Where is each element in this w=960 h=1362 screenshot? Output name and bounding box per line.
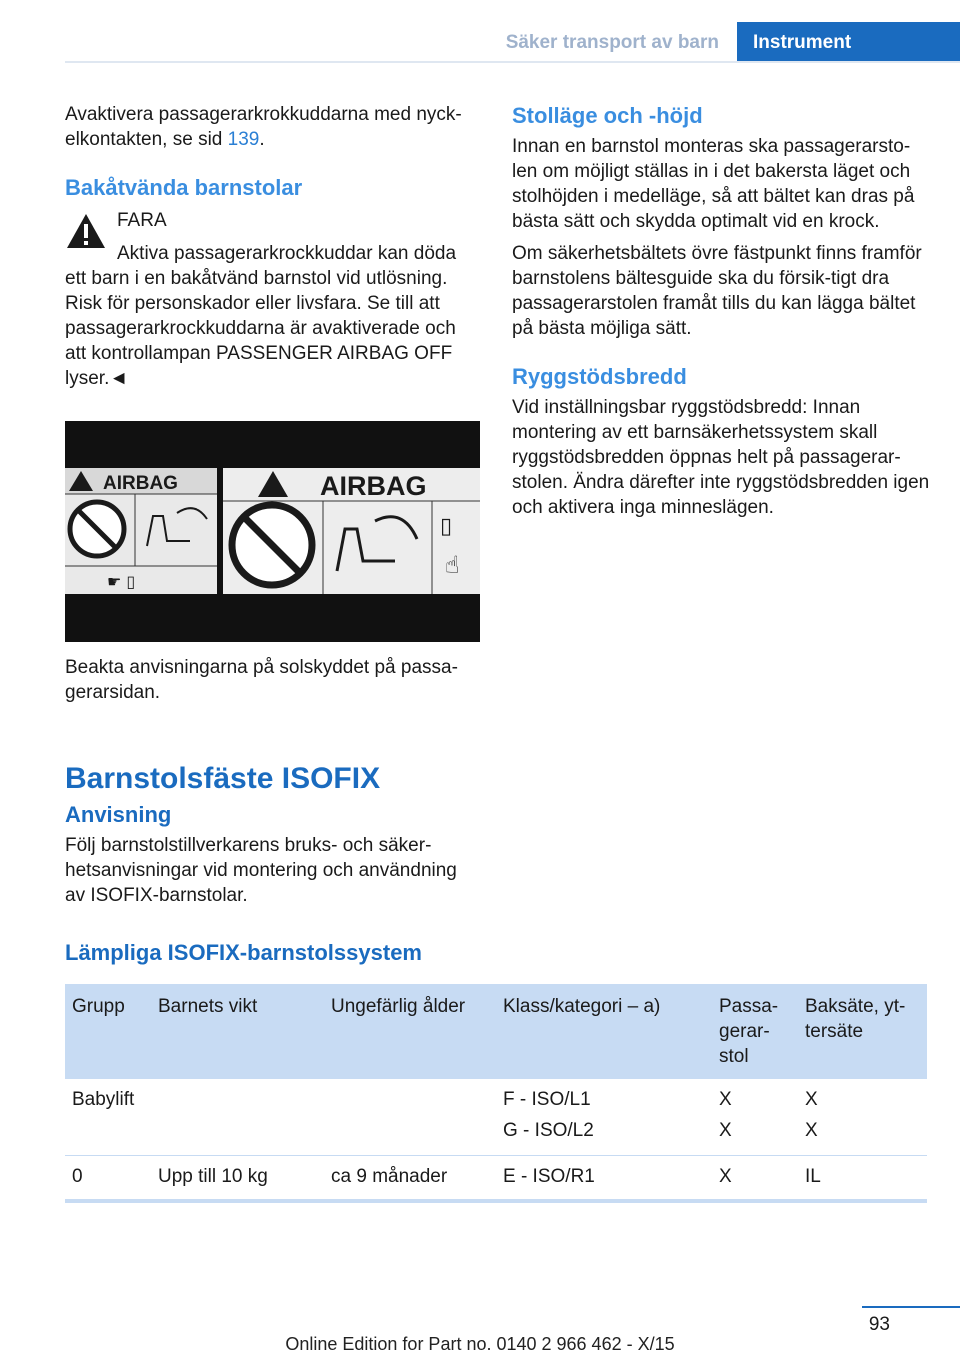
right-column (512, 102, 932, 520)
table-header-cell: Baksäte, yt-tersäte (798, 984, 927, 1079)
table-header-cell: Ungefärlig ålder (324, 984, 496, 1079)
table-cell: 0 (65, 1156, 151, 1202)
cell-line: G - ISO/L2 (503, 1120, 594, 1141)
warning-triangle-icon (65, 212, 107, 250)
footer-rule (862, 1306, 960, 1308)
table-cell (151, 1079, 324, 1156)
cell-line: X (805, 1089, 818, 1110)
left-column (65, 102, 480, 391)
table-header-row (65, 984, 927, 1079)
table-cell (324, 1079, 496, 1156)
table-cell (712, 1079, 798, 1156)
photo-caption: Beakta anvisningarna på solskyddet på passa-gerarsidan. (65, 657, 458, 703)
table-row (65, 1156, 927, 1202)
seat-position-paragraph-2: Om säkerhetsbältets övre fästpunkt finns framför barnstolens bältesguide ska du försik-tigt dra passagerarstolen framåt tills du kan lägga bältet på bästa möjliga sätt. (512, 243, 922, 339)
backrest-paragraph: Vid inställningsbar ryggstödsbredd: Innan montering av ett barnsäkerhetssystem skall ryggstödsbredden öppnas helt på passagerar-stolen. Ändra därefter inte ryggstödsbredden igen och aktivera inga minneslägen. (512, 397, 930, 518)
heading-isofix: Barnstolsfäste ISOFIX (65, 762, 381, 795)
table-cell: IL (798, 1156, 927, 1202)
cell-line: X (719, 1089, 732, 1110)
cell-line: X (805, 1120, 818, 1141)
left-column-lower (65, 655, 480, 908)
warning-text: ett barn i en bakåtvänd barnstol vid utlösning. Risk för personskador eller livsfara. Se till att passagerarkrockkuddarna är avaktiverade och att kontrollampan PASSENGER AIRBAG OFF lyser.◄ (65, 268, 456, 389)
table-header-cell: Passa-gerar-stol (712, 984, 798, 1079)
intro-paragraph (65, 102, 480, 152)
table-row (65, 1079, 927, 1156)
note-paragraph: Följ barnstolstillverkarens bruks- och säker-hetsanvisningar vid montering och användning av ISOFIX-barnstolar. (65, 835, 457, 906)
warning-text-first: Aktiva passagerarkrockkuddar kan döda (117, 243, 457, 264)
warning-block (65, 208, 480, 391)
table-header-cell: Barnets vikt (151, 984, 324, 1079)
table-cell: ca 9 månader (324, 1156, 496, 1202)
svg-text:☛ ▯: ☛ ▯ (107, 572, 136, 591)
cell-line: X (719, 1120, 732, 1141)
heading-note: Anvisning (65, 802, 172, 827)
heading-backrest-width: Ryggstödsbredd (512, 364, 687, 389)
running-header-section: Säker transport av barn (505, 32, 719, 53)
table-header-cell: Klass/kategori – a) (496, 984, 712, 1079)
airbag-label-photo (65, 421, 480, 642)
heading-isofix-systems: Lämpliga ISOFIX-barnstolssystem (65, 940, 422, 965)
svg-text:▯: ▯ (440, 514, 453, 539)
intro-end: . (259, 129, 265, 150)
table-cell (496, 1079, 712, 1156)
running-header-chapter: Instrument (737, 22, 960, 62)
heading-seat-position: Stolläge och -höjd (512, 103, 703, 128)
airbag-sticker-illustration (65, 421, 480, 642)
svg-text:☝: ☝ (445, 551, 460, 579)
table-cell: Babylift (65, 1079, 151, 1156)
table-cell: Upp till 10 kg (151, 1156, 324, 1202)
edition-footer: Online Edition for Part no. 0140 2 966 462 - X/15 (285, 1334, 675, 1354)
table-header-cell: Grupp (65, 984, 151, 1079)
cell-line: F - ISO/L1 (503, 1089, 591, 1110)
isofix-table (65, 984, 927, 1203)
heading-rearward-seats: Bakåtvända barnstolar (65, 175, 303, 200)
warning-title: FARA (117, 210, 167, 231)
table-cell: X (712, 1156, 798, 1202)
page-number: 93 (868, 1314, 890, 1335)
table-cell (798, 1079, 927, 1156)
table-cell: E - ISO/R1 (496, 1156, 712, 1202)
sticker-left-label: AIRBAG (103, 473, 178, 494)
seat-position-paragraph-1: Innan en barnstol monteras ska passagerarsto-len om möjligt ställas in i det bakersta läget och stolhöjden i medelläge, så att bältet kan dras på bästa sätt och skydda optimalt vid en krock. (512, 136, 915, 232)
sticker-right-label: AIRBAG (320, 471, 427, 501)
page-reference-link[interactable]: 139 (227, 129, 260, 150)
intro-text: Avaktivera passagerarkrokkuddarna med nyck-elkontakten, se sid (65, 104, 462, 150)
header-rule (65, 61, 960, 63)
